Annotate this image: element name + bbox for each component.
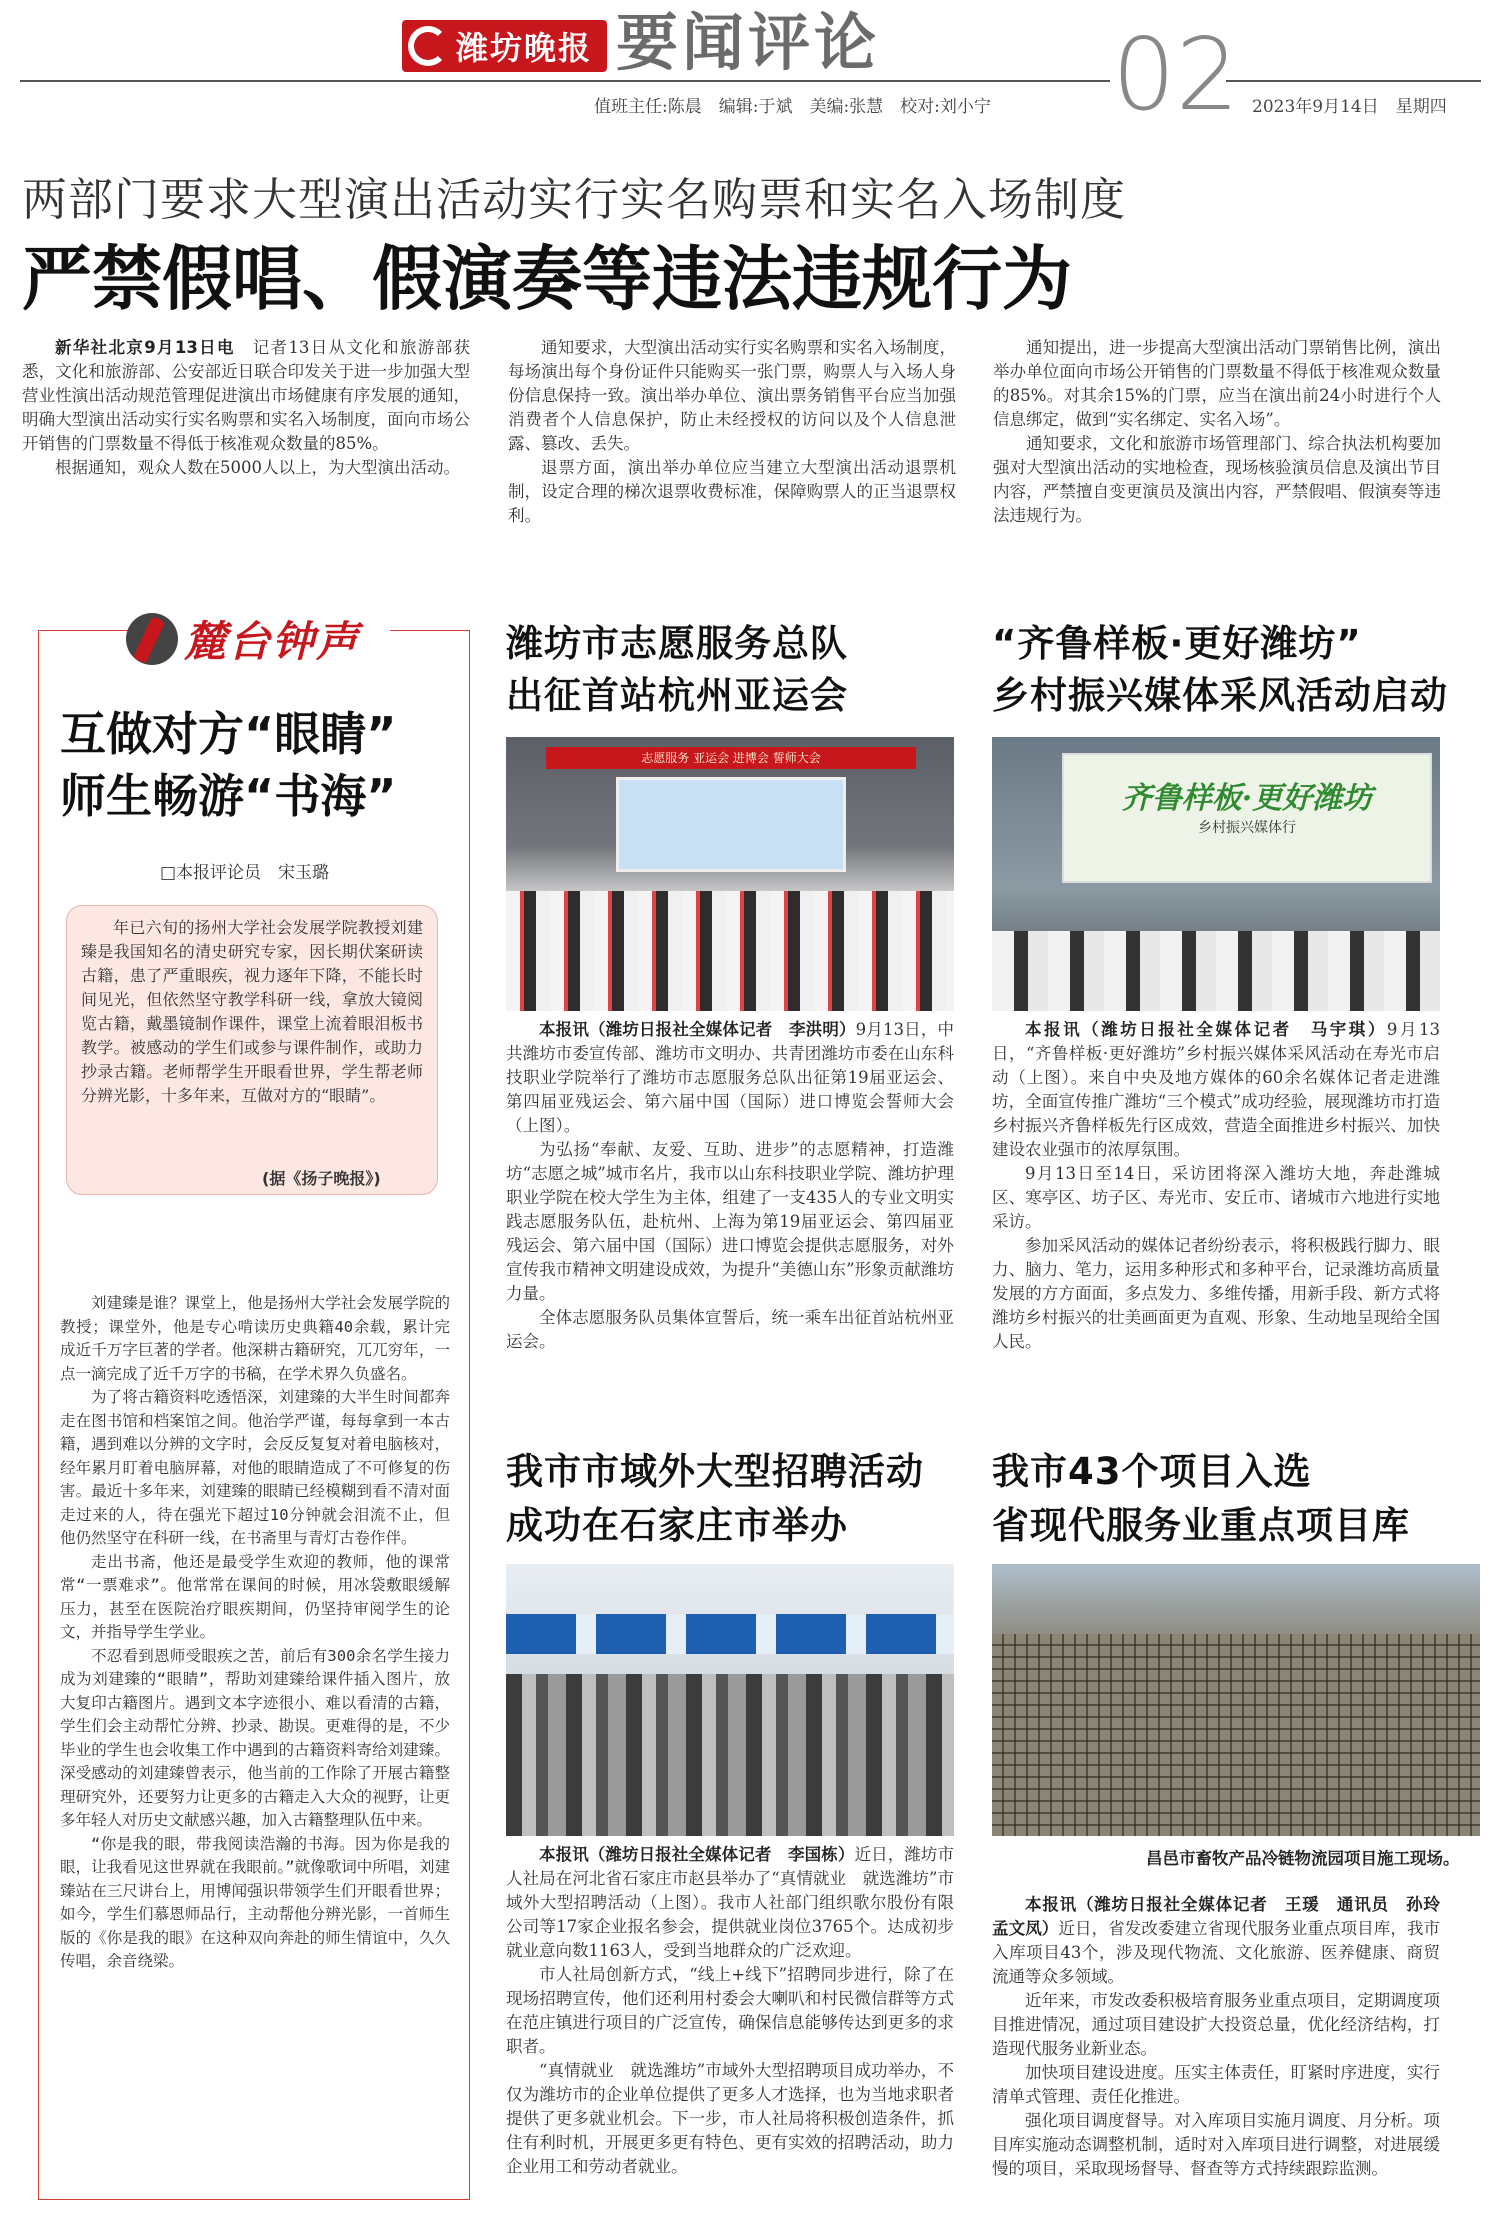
rural-photo-screen: [1062, 753, 1432, 883]
column-summary-source: (据《扬子晚报》): [262, 1169, 381, 1188]
column-body: [60, 1292, 450, 1974]
column-p3: 走出书斋，他还是最受学生欢迎的教师，他的课常常“一票难求”。他常常在课间的时候，用冰袋敷眼缓解压力，甚至在医院治疗眼疾期间，仍坚持审阅学生的论文，并指导学生学业。: [60, 1552, 450, 1641]
lead-col3: [993, 336, 1441, 528]
lead-col2-p1: 通知要求，大型演出活动实行实名购票和实名入场制度，每场演出每个身份证件只能购买一张门票，购票人与入场人身份信息保持一致。演出举办单位、演出票务销售平台应当加强消费者个人信息保护，防止未经授权的访问以及个人信息泄露、篡改、丢失。: [508, 338, 956, 453]
column-name: 麓台钟声: [184, 617, 361, 666]
projects-headline-1: 我市43个项目入选: [992, 1450, 1312, 1493]
volunteer-p3: 全体志愿服务队员集体宣誓后，统一乘车出征首站杭州亚运会。: [506, 1308, 954, 1351]
lead-col2: [508, 336, 956, 528]
rural-p3: 参加采风活动的媒体记者纷纷表示，将积极践行脚力、眼力、脑力、笔力，运用多种形式和多种平台，记录潍坊高质量发展的方方面面，多点发力、多维传播，用新手段、新方式将潍坊乡村振兴的壮美画面更为直观、形象、生动地呈现给全国人民。: [992, 1236, 1440, 1351]
dateline: 新华社北京9月13日电: [55, 338, 235, 357]
issue-date: 2023年9月14日 星期四: [1252, 97, 1447, 117]
rural-photo-title: 齐鲁样板·更好潍坊: [1121, 781, 1373, 816]
recruit-photo-crowd: [506, 1674, 954, 1836]
rural-photo-audience: [992, 931, 1440, 1011]
projects-p1: 近日，省发改委建立省现代服务业重点项目库，我市入库项目43个，涉及现代物流、文化旅游、医养健康、商贸流通等众多领域。: [992, 1919, 1441, 1986]
volunteer-photo-banner: 志愿服务 亚运会 进博会 誓师大会: [546, 747, 916, 769]
volunteer-p2: 为弘扬“奉献、友爱、互助、进步”的志愿精神，打造潍坊“志愿之城”城市名片，我市以山东科技职业学院、潍坊护理职业学院在校大学生为主体，组建了一支435人的专业文明实践志愿服务队伍，赴杭州、上海为第19届亚运会、第四届亚残运会、第六届中国（国际）进口博览会提供志愿服务，对外宣传我市精神文明建设成效，为提升“美德山东”形象贡献潍坊力量。: [506, 1140, 954, 1303]
brush-icon: [126, 613, 178, 665]
column-headline-1: 互做对方“眼睛”: [60, 707, 397, 761]
column-top-rule: [38, 630, 138, 631]
projects-p2: 近年来，市发改委积极培育服务业重点项目，定期调度项目推进情况，通过项目建设扩大投资总量，优化经济结构，打造现代服务业新业态。: [992, 1991, 1440, 2058]
volunteer-body: [506, 1018, 954, 1354]
recruit-photo-tents: [506, 1614, 954, 1654]
recruit-headline-1: 我市市域外大型招聘活动: [506, 1450, 924, 1493]
staff-credits: 值班主任:陈晨 编辑:于斌 美编:张慧 校对:刘小宁: [594, 97, 991, 117]
rural-lead: 本报讯（潍坊日报社全媒体记者 马宇琪）: [1025, 1020, 1387, 1039]
lead-col1: [22, 336, 470, 480]
projects-photo-rebar: [992, 1634, 1480, 1836]
recruit-body: [506, 1843, 954, 2179]
volunteer-photo: [506, 737, 954, 1011]
recruit-photo: [506, 1564, 954, 1836]
lead-col3-p1: 通知提出，进一步提高大型演出活动门票销售比例，演出举办单位面向市场公开销售的门票数量不得低于核准观众数量的85%。对其余15%的门票，应当在演出前24小时进行个人信息绑定，做到“实名绑定、实名入场”。: [993, 338, 1441, 429]
volunteer-p1: 9月13日，中共潍坊市委宣传部、潍坊市文明办、共青团潍坊市委在山东科技职业学院举行了潍坊市志愿服务总队出征第19届亚运会、第四届亚残运会、第六届中国（国际）进口博览会誓师大会（上图）。: [506, 1020, 954, 1135]
volunteer-photo-crowd: [506, 891, 954, 1011]
column-summary: 年已六旬的扬州大学社会发展学院教授刘建臻是我国知名的清史研究专家，因长期伏案研读古籍，患了严重眼疾，视力逐年下降，不能长时间见光，但依然坚守教学科研一线，拿放大镜阅览古籍，戴墨镜制作课件，课堂上流着眼泪板书教学。被感动的学生们或参与课件制作，或助力抄录古籍。老师帮学生开眼看世界，学生帮老师分辨光影，十多年来，互做对方的“眼睛”。: [81, 918, 423, 1105]
paper-name: 潍坊晚报: [456, 29, 593, 67]
masthead: [0, 0, 1500, 133]
column-badge: [126, 600, 386, 678]
recruit-p2: 市人社局创新方式，“线上+线下”招聘同步进行，除了在现场招聘宣传，他们还利用村委会大喇叭和村民微信群等方式在范庄镇进行项目的广泛宣传，确保信息能够传达到更多的求职者。: [506, 1965, 954, 2056]
header-rule: [20, 80, 1110, 82]
projects-p3: 加快项目建设进度。压实主体责任，盯紧时序进度，实行清单式管理、责任化推进。: [992, 2063, 1440, 2106]
page-number: 02: [1112, 16, 1240, 133]
column-p2: 为了将古籍资料吃透悟深，刘建臻的大半生时间都奔走在图书馆和档案馆之间。他治学严谨，每每拿到一本古籍，遇到难以分辨的文字时，会反反复复对着电脑核对，经年累月盯着电脑屏幕，对他的眼睛造成了不可修复的伤害。最近十多年来，刘建臻的眼睛已经模糊到看不清对面走过来的人，待在强光下超过10分钟就会泪流不止，但他仍然坚守在科研一线，在书斋里与青灯古卷作伴。: [60, 1388, 450, 1547]
rural-body: [992, 1018, 1440, 1354]
volunteer-photo-screen: [616, 777, 846, 872]
column-summary-box: [66, 905, 438, 1195]
recruit-p1: 近日，潍坊市人社局在河北省石家庄市赵县举办了“真情就业 就选潍坊”市域外大型招聘活动（上图）。我市人社部门组织歌尔股份有限公司等17家企业报名参会，提供就业岗位3765个。达成初步就业意向数1163人，受到当地群众的广泛欢迎。: [506, 1845, 955, 1960]
rural-p1: 9月13日，“齐鲁样板·更好潍坊”乡村振兴媒体采风活动在寿光市启动（上图）。来自中央及地方媒体的60余名媒体记者走进潍坊，全面宣传推广潍坊“三个模式”成功经验，展现潍坊市打造乡村振兴齐鲁样板先行区成效，营造全面推进乡村振兴、加快建设农业强市的浓厚氛围。: [992, 1020, 1440, 1159]
lead-col1-p1: 记者13日从文化和旅游部获悉，文化和旅游部、公安部近日联合印发关于进一步加强大型营业性演出活动规范管理促进演出市场健康有序发展的通知，明确大型演出活动实行实名购票和实名入场制度，面向市场公开销售的门票数量不得低于核准观众数量的85%。: [22, 338, 470, 453]
rural-photo: [992, 737, 1440, 1011]
rural-photo-subtitle: 乡村振兴媒体行: [1198, 820, 1296, 836]
column-p1: 刘建臻是谁？课堂上，他是扬州大学社会发展学院的教授；课堂外，他是专心啃读历史典籍40余载，累计完成近千万字巨著的学者。他深耕古籍研究，兀兀穷年，一点一滴完成了近千万字的书稿，在学术界久负盛名。: [60, 1294, 450, 1383]
projects-body: [992, 1893, 1457, 2181]
volunteer-headline-1: 潍坊市志愿服务总队: [506, 622, 848, 665]
logo-swirl-icon: [408, 26, 448, 66]
volunteer-headline-2: 出征首站杭州亚运会: [506, 674, 848, 717]
rural-headline-2: 乡村振兴媒体采风活动启动: [992, 674, 1448, 717]
paper-logo: [402, 20, 607, 72]
projects-headline-2: 省现代服务业重点项目库: [992, 1504, 1410, 1547]
column-p4: 不忍看到恩师受眼疾之苦，前后有300余名学生接力成为刘建臻的“眼睛”，帮助刘建臻给课件插入图片，放大复印古籍图片。遇到文本字迹很小、难以看清的古籍，学生们会主动帮忙分辨、抄录、勘误。更难得的是，不少毕业的学生也会收集工作中遇到的古籍资料寄给刘建臻。深受感动的刘建臻曾表示，他当前的工作除了开展古籍整理研究外，还要努力让更多的古籍走入大众的视野，让更多年轻人对历史文献感兴趣，加入古籍整理队伍中来。: [60, 1646, 450, 1829]
column-top-rule-right: [390, 630, 470, 631]
header-rule-right: [1226, 80, 1481, 82]
lead-col2-p2: 退票方面，演出举办单位应当建立大型演出活动退票机制，设定合理的梯次退票收费标准，保障购票人的正当退票权利。: [508, 458, 956, 525]
column-headline-2: 师生畅游“书海”: [60, 769, 397, 823]
projects-p4: 强化项目调度督导。对入库项目实施月调度、月分析。项目库实施动态调整机制，适时对入库项目进行调整，对进展缓慢的项目，采取现场督导、督查等方式持续跟踪监测。: [992, 2111, 1440, 2178]
lead-col1-p2: 根据通知，观众人数在5000人以上，为大型演出活动。: [55, 458, 460, 477]
lead-kicker: 两部门要求大型演出活动实行实名购票和实名入场制度: [22, 173, 1127, 226]
recruit-headline-2: 成功在石家庄市举办: [506, 1504, 848, 1547]
projects-photo-caption: 昌邑市畜牧产品冷链物流园项目施工现场。: [1146, 1849, 1460, 1868]
rural-headline-1: “齐鲁样板·更好潍坊”: [992, 622, 1362, 665]
section-title: 要闻评论: [616, 6, 881, 79]
volunteer-lead: 本报讯（潍坊日报社全媒体记者 李洪明）: [539, 1020, 856, 1039]
projects-photo: [992, 1564, 1480, 1836]
column-byline: □本报评论员 宋玉璐: [160, 863, 330, 883]
rural-p2: 9月13日至14日，采访团将深入潍坊大地，奔赴潍城区、寒亭区、坊子区、寿光市、安丘市、诸城市六地进行实地采访。: [992, 1164, 1440, 1231]
projects-lead: 本报讯（潍坊日报社全媒体记者 王瑗 通讯员 孙玲 孟文凤）: [992, 1895, 1457, 1938]
lead-headline: 严禁假唱、假演奏等违法违规行为: [22, 238, 1072, 320]
recruit-lead: 本报讯（潍坊日报社全媒体记者 李国栋）: [539, 1845, 855, 1864]
column-p5: “你是我的眼，带我阅读浩瀚的书海。因为你是我的眼，让我看见这世界就在我眼前。”就像歌词中所唱，刘建臻站在三尺讲台上，用博闻强识带领学生们开眼看世界；如今，学生们慕恩师品行，主动帮他分辨光影，一首师生版的《你是我的眼》在这种双向奔赴的师生情谊中，久久传唱，余音绕梁。: [60, 1834, 450, 1970]
lead-col3-p2: 通知要求，文化和旅游市场管理部门、综合执法机构要加强对大型演出活动的实地检查，现场核验演员信息及演出节目内容，严禁擅自变更演员及演出内容，严禁假唱、假演奏等违法违规行为。: [993, 434, 1441, 525]
recruit-p3: “真情就业 就选潍坊”市域外大型招聘项目成功举办，不仅为潍坊市的企业单位提供了更多人才选择，也为当地求职者提供了更多就业机会。下一步，市人社局将积极创造条件，抓住有利时机，开展更多更有特色、更有实效的招聘活动，助力企业用工和劳动者就业。: [506, 2061, 954, 2176]
